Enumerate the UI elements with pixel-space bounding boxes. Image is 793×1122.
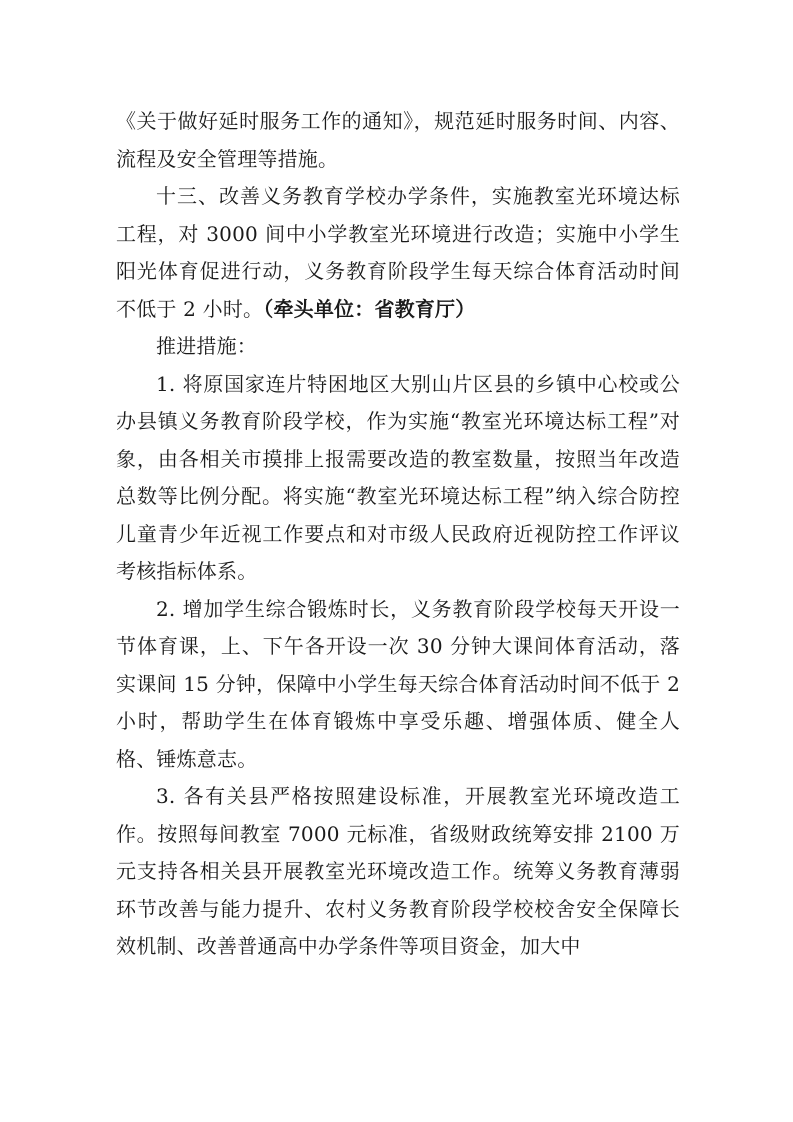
paragraph-notice-continuation	[116, 103, 680, 178]
paragraph-measure-3	[116, 778, 680, 966]
paragraph-text: 1. 将原国家连片特困地区大别山片区县的乡镇中心校或公办县镇义务教育阶段学校，作为实施“教室光环境达标工程”对象，由各相关市摸排上报需要改造的教室数量，按照当年改造总数等比例分配。将实施“教室光环境达标工程”纳入综合防控儿童青少年近视工作要点和对市级人民政府近视防控工作评议考核指标体系。	[116, 371, 680, 583]
lead-unit-label: （牵头单位：省教育厅）	[263, 296, 476, 321]
paragraph-item-thirteen	[116, 178, 680, 328]
document-page	[116, 103, 680, 966]
paragraph-text: 《关于做好延时服务工作的通知》，规范延时服务时间、内容、流程及安全管理等措施。	[116, 109, 680, 171]
paragraph-measure-1	[116, 366, 680, 591]
paragraph-measures-heading	[116, 328, 680, 366]
paragraph-text: 3. 各有关县严格按照建设标准，开展教室光环境改造工作。按照每间教室 7000 元标准，省级财政统筹安排 2100 万元支持各相关县开展教室光环境改造工作。统筹义务教育薄弱环节改善与能力提升、农村义务教育阶段学校校舍安全保障长效机制、改善普通高中办学条件等项目资金，加大中	[116, 784, 680, 958]
paragraph-text: 十三、改善义务教育学校办学条件，实施教室光环境达标工程，对 3000 间中小学教室光环境进行改造；实施中小学生阳光体育促进行动，义务教育阶段学生每天综合体育活动时间不低于 2 小时。	[116, 184, 680, 321]
paragraph-text: 推进措施：	[156, 334, 257, 358]
paragraph-text: 2. 增加学生综合锻炼时长，义务教育阶段学校每天开设一节体育课，上、下午各开设一次 30 分钟大课间体育活动，落实课间 15 分钟，保障中小学生每天综合体育活动时间不低于 2 小时，帮助学生在体育锻炼中享受乐趣、增强体质、健全人格、锤炼意志。	[116, 596, 680, 771]
paragraph-measure-2	[116, 591, 680, 779]
